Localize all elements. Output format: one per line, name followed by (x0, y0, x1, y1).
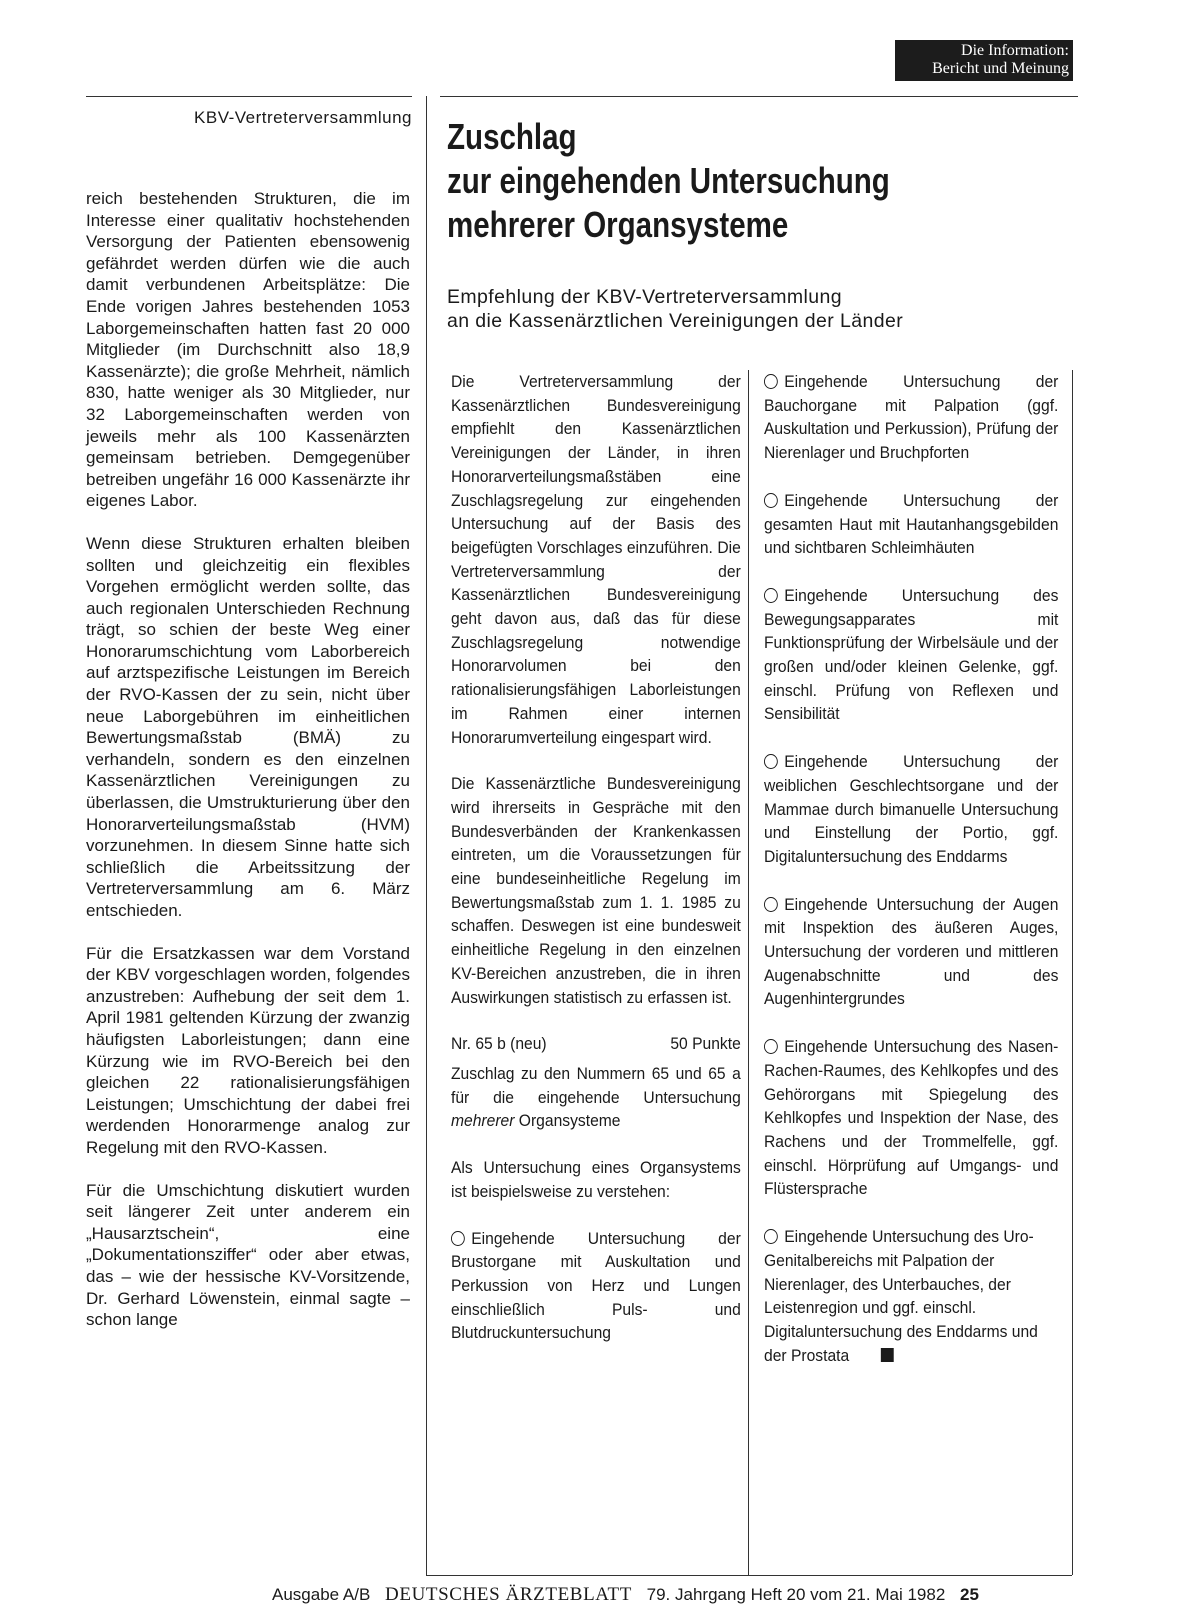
box-right-rule (1072, 370, 1073, 1575)
circle-bullet-icon (764, 754, 778, 769)
circle-bullet-icon (764, 493, 778, 508)
end-of-article-square-icon (880, 1348, 893, 1362)
rubric-label: KBV-Vertreterversammlung (194, 108, 412, 127)
circle-bullet-icon (764, 1039, 778, 1054)
section-header-box (895, 40, 1073, 81)
article-paragraph: Die Kassenärztliche Bundesvereinigung wird ihrerseits in Gespräche mit den Bundesverbänden der Krankenkassen eintreten, um die Voraussetzungen für eine bundeseinheitliche Regelung im Bewertungsmaßstab zum 1. 1. 1985 zu schaffen. Deswegen ist eine bundesweit einheitliche Regelung in den einzelnen KV-Bereichen anzustreben, die in ihren Auswirkungen statistisch zu erfassen ist. (451, 774, 741, 1007)
title-line: mehrerer Organsysteme (447, 204, 789, 245)
left-column (86, 188, 410, 1352)
top-rule-left (86, 96, 412, 97)
subtitle-line: an die Kassenärztlichen Vereinigungen der Länder (447, 310, 904, 332)
section-header-line2: Bericht und Meinung (932, 60, 1069, 77)
left-paragraph: reich bestehenden Strukturen, die im Interesse einer qualitativ hochstehenden Versorgung der Patienten ebensowenig gefährdet werden dürfen wie die auch damit verbundenen Arbeitsplätze: Die Ende vorigen Jahres bestehenden 1053 Laborgemeinschaften hatten fast 20 000 Mitglieder (im Durchschnitt also 18,9 Kassenärzte); die große Mehrheit, nämlich 830, hatte weniger als 30 Mitglieder, nur 32 Laborgemeinschaften werden von jeweils mehr als 100 Kassenärzten gemeinsam betrieben. Demgegenüber betreiben ungefähr 16 000 Kassenärzte ihr eigenes Labor. (86, 189, 410, 511)
fee-number-line (451, 1032, 741, 1056)
footer-journal-name: DEUTSCHES ÄRZTEBLATT (385, 1584, 632, 1605)
title-line: zur eingehenden Untersuchung (447, 160, 890, 201)
subtitle-line: Empfehlung der KBV-Vertreterversammlung (447, 286, 842, 308)
box-bottom-rule (426, 1575, 1072, 1576)
organ-system-item: Eingehende Untersuchung der Brustorgane mit Auskultation und Perkussion von Herz und Lungen einschließlich Puls- und Blutdruckuntersuchung (451, 1228, 741, 1343)
left-paragraph: Für die Umschichtung diskutiert wurden seit längerer Zeit unter anderem ein „Hausarztschein“, eine „Dokumentationsziffer“ oder aber etwas, das – wie der hessische KV-Vorsitzende, Dr. Gerhard Löwenstein, einmal sagte – schon lange (86, 1180, 410, 1330)
circle-bullet-icon (764, 588, 778, 603)
organ-system-item: Eingehende Untersuchung der weiblichen Geschlechtsorgane und der Mammae durch bimanuelle Untersuchung und Einstellung der Portio, ggf. Digitaluntersuchung des Enddarms (764, 752, 1059, 866)
top-rule-right (440, 96, 1078, 97)
article-paragraph: Als Untersuchung eines Organsystems ist beispielsweise zu verstehen: (451, 1158, 741, 1201)
circle-bullet-icon (764, 374, 778, 389)
article-column-a (451, 370, 741, 1368)
organ-system-item: Eingehende Untersuchung des Nasen-Rachen-Raumes, des Kehlkopfes und des Gehörorgans mit Spiegelung des Kehlkopfes und Inspektion der Nase, des Rachens und der Trommelfelle, ggf. einschl. Hörprüfung auf Umgangs- und Flüstersprache (764, 1037, 1059, 1199)
section-header-line1: Die Information: (961, 42, 1069, 59)
fee-number: Nr. 65 b (neu) (451, 1034, 547, 1054)
footer-issue: 79. Jahrgang Heft 20 vom 21. Mai 1982 (646, 1585, 946, 1604)
title-line: Zuschlag (447, 116, 577, 157)
circle-bullet-icon (451, 1231, 465, 1246)
article-paragraph: Die Vertreterversammlung der Kassenärztlichen Bundesvereinigung empfiehlt den Kassenärztlichen Vereinigungen der Länder, in ihren Honorarverteilungsmaßstäben eine Zuschlagsregelung zur eingehenden Untersuchung auf der Basis des beigefügten Vorschlages einzuführen. Die Vertreterversammlung der Kassenärztlichen Bundesvereinigung geht davon aus, daß das für diese Zuschlagsregelung notwendige Honorarvolumen bei den rationalisierungsfähigen Laborleistungen im Rahmen einer internen Honorarumverteilung eingespart wird. (451, 372, 741, 747)
footer-page-number: 25 (960, 1585, 979, 1604)
article-title (447, 115, 1070, 247)
column-divider-rule (748, 370, 749, 1575)
organ-system-item: Eingehende Untersuchung der gesamten Haut mit Hautanhangsgebilden und sichtbaren Schleimhäuten (764, 490, 1059, 558)
fee-points: 50 Punkte (670, 1034, 741, 1054)
fee-description: Zuschlag zu den Nummern 65 und 65 a für die eingehende Untersuchung mehrerer Organsysteme (451, 1063, 741, 1131)
circle-bullet-icon (764, 1229, 778, 1244)
circle-bullet-icon (764, 897, 778, 912)
page-footer (272, 1584, 1072, 1606)
organ-system-item: Eingehende Untersuchung der Augen mit Inspektion des äußeren Auges, Untersuchung der vorderen und mittleren Augenabschnitte und des Augenhintergrundes (764, 894, 1059, 1009)
organ-system-item: Eingehende Untersuchung des Bewegungsapparates mit Funktionsprüfung der Wirbelsäule und der großen und/oder kleinen Gelenke, ggf. einschl. Prüfung von Reflexen und Sensibilität (764, 585, 1059, 724)
left-paragraph: Wenn diese Strukturen erhalten bleiben sollten und gleichzeitig ein flexibles Vorgehen ermöglicht werden sollte, das auch regionalen Unterschieden Rechnung trägt, so schien der beste Weg einer Honorarumschichtung vom Laborbereich auf arztspezifische Leistungen im Bereich der RVO-Kassen der zu sein, nicht über neue Laborgebühren im einheitlichen Bewertungsmaßstab (BMÄ) zu verhandeln, sondern es den einzelnen Kassenärztlichen Vereinigungen zu überlassen, die Umstrukturierung über den Honorarverteilungsmaßstab (HVM) vorzunehmen. In diesem Sinne hatte sich schließlich die Arbeitssitzung der Vertreterversammlung am 6. März entschieden. (86, 533, 410, 920)
organ-system-item: Eingehende Untersuchung der Bauchorgane mit Palpation (ggf. Auskultation und Perkussion), Prüfung der Nierenlager und Bruchpforten (764, 372, 1059, 463)
article-subtitle (447, 285, 1067, 333)
footer-edition: Ausgabe A/B (272, 1585, 371, 1604)
article-column-b (764, 370, 1058, 1391)
left-paragraph: Für die Ersatzkassen war dem Vorstand der KBV vorgeschlagen worden, folgendes anzustreben: Aufhebung der seit dem 1. April 1981 geltenden Kürzung der zwanzig häufigsten Laborleistungen; dann eine Kürzung wie im RVO-Bereich bei den gleichen 22 rationalisierungsfähigen Leistungen; Umschichtung der dabei frei werdenden Honorarmenge analog zur Regelung mit den RVO-Kassen. (86, 943, 410, 1157)
organ-system-item: Eingehende Untersuchung des Uro-Genitalbereichs mit Palpation der Nierenlager, des Unterbauches, der Leistenregion und ggf. einschl. Digitaluntersuchung des Enddarms und der Prostata (764, 1227, 1038, 1365)
box-left-rule (426, 96, 427, 1575)
